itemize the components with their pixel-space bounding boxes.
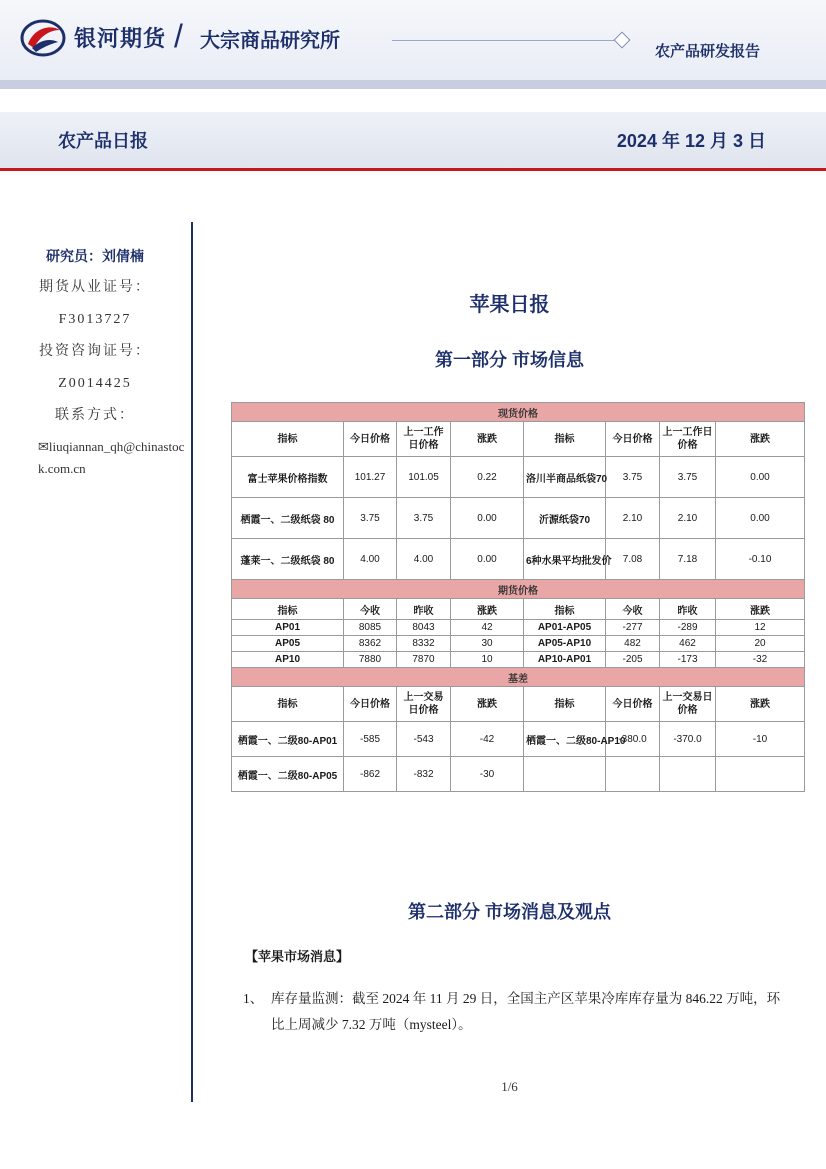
contact-label: 联系方式： [55,408,135,423]
table-row [232,457,805,498]
basis-cell: -42 [451,722,524,757]
spot-cell: 3.75 [397,498,451,539]
futures-header-cell: 昨收 [660,599,716,620]
futures-cell: -173 [660,652,716,668]
futures-cell: -32 [716,652,805,668]
spot-cell: 蓬莱一、二级纸袋 80 [232,539,344,580]
report-type: 农产品研发报告 [654,43,760,60]
spot-cell: 3.75 [606,457,660,498]
futures-cell: AP01-AP05 [524,620,606,636]
futures-cell: 8362 [344,636,397,652]
spot-rows [232,457,805,580]
futures-cell: 7870 [397,652,451,668]
envelope-icon: ✉ [38,439,49,454]
futures-section-title: 期货价格 [232,580,805,599]
report-date: 2024 年 12 月 3 日 [616,131,766,151]
basis-cell: -10 [716,722,805,757]
spot-cell: 4.00 [344,539,397,580]
galaxy-logo-icon [20,18,66,58]
futures-cell: AP05 [232,636,344,652]
news-item-text: 库存量监测：截至 2024 年 11 月 29 日，全国主产区苹果冷库库存量为 846.22 万吨，环比上周减少 7.32 万吨（mysteel）。 [271,991,781,1032]
futures-cell: 8085 [344,620,397,636]
basis-header-cell: 上一交易日价格 [660,687,716,722]
spot-cell: 洛川半商品纸袋70 [524,457,606,498]
futures-cell: -289 [660,620,716,636]
spot-cell: 0.00 [716,457,805,498]
spot-cell: 7.08 [606,539,660,580]
basis-cell [524,757,606,792]
basis-cell: -862 [344,757,397,792]
spot-section-title: 现货价格 [232,403,805,422]
spot-header-cell: 指标 [232,422,344,457]
table-row [232,757,805,792]
futures-cell: AP10-AP01 [524,652,606,668]
futures-cell: 42 [451,620,524,636]
spot-header-cell: 今日价格 [606,422,660,457]
basis-cell: -832 [397,757,451,792]
spot-header-cell: 指标 [524,422,606,457]
basis-header-cell: 指标 [232,687,344,722]
spot-header-cell: 上一工作日价格 [397,422,451,457]
basis-header-cell: 涨跌 [451,687,524,722]
table-row [232,498,805,539]
futures-cell: 7880 [344,652,397,668]
spot-cell: 101.27 [344,457,397,498]
spot-section [232,403,805,457]
spot-header-cell: 涨跌 [716,422,805,457]
market-info-table [231,402,805,792]
license-label: 期货从业证号： [39,280,151,295]
table-row [232,620,805,636]
part2-heading: 第二部分 市场消息及观点 [408,902,611,922]
news-label: 【苹果市场消息】 [245,949,350,964]
spot-cell: 3.75 [344,498,397,539]
futures-cell: 8043 [397,620,451,636]
spot-cell: 2.10 [606,498,660,539]
futures-header-cell: 今收 [606,599,660,620]
futures-cell: AP10 [232,652,344,668]
spot-cell: 101.05 [397,457,451,498]
futures-header-cell: 涨跌 [716,599,805,620]
spot-header-cell: 今日价格 [344,422,397,457]
futures-cell: 482 [606,636,660,652]
basis-header-row [232,687,805,722]
futures-section [232,580,805,620]
spot-cell: 7.18 [660,539,716,580]
basis-cell: -370.0 [660,722,716,757]
part1-heading: 第一部分 市场信息 [434,350,584,370]
futures-cell: -277 [606,620,660,636]
futures-header-cell: 指标 [232,599,344,620]
table-row [232,636,805,652]
spot-cell: 富士苹果价格指数 [232,457,344,498]
email-text[interactable]: liuqiannan_qh@chinastock.com.cn [38,439,185,476]
futures-rows [232,620,805,668]
brand-name: 银河期货 [74,26,167,51]
futures-cell: 10 [451,652,524,668]
license-number: F3013727 [58,312,132,327]
futures-header-cell: 今收 [344,599,397,620]
spot-cell: -0.10 [716,539,805,580]
futures-cell: 12 [716,620,805,636]
basis-cell: 栖霞一、二级80-AP05 [232,757,344,792]
spot-cell: 栖霞一、二级纸袋 80 [232,498,344,539]
consult-number: Z0014425 [58,376,132,391]
spot-cell: 0.00 [451,539,524,580]
spot-cell: 沂源纸袋70 [524,498,606,539]
basis-cell [606,757,660,792]
futures-cell: 8332 [397,636,451,652]
subheader-red-line [0,168,826,171]
institute-name: 大宗商品研究所 [200,30,340,52]
futures-cell: 30 [451,636,524,652]
spot-cell: 0.22 [451,457,524,498]
consult-label: 投资咨询证号： [39,344,151,359]
basis-header-cell: 指标 [524,687,606,722]
news-item [243,986,783,1038]
basis-header-cell: 今日价格 [344,687,397,722]
spot-header-cell: 上一工作日价格 [660,422,716,457]
basis-cell [716,757,805,792]
brand-separator: / [174,18,183,54]
futures-header-cell: 涨跌 [451,599,524,620]
futures-cell: AP01 [232,620,344,636]
basis-cell: 栖霞一、二级80-AP01 [232,722,344,757]
news-item-number: 1、 [243,991,264,1006]
futures-cell: -205 [606,652,660,668]
spot-cell: 2.10 [660,498,716,539]
futures-header-row [232,599,805,620]
header-stripe [0,80,826,89]
spot-cell: 0.00 [451,498,524,539]
daily-title: 农产品日报 [58,131,148,151]
basis-cell: -543 [397,722,451,757]
basis-cell: -30 [451,757,524,792]
basis-cell [660,757,716,792]
basis-section [232,668,805,722]
basis-cell: -585 [344,722,397,757]
researcher-name: 研究员：刘倩楠 [46,248,144,264]
futures-header-cell: 昨收 [397,599,451,620]
basis-header-cell: 涨跌 [716,687,805,722]
table-row [232,539,805,580]
spot-cell: 0.00 [716,498,805,539]
basis-header-cell: 今日价格 [606,687,660,722]
table-row [232,722,805,757]
page-number: 1/6 [501,1079,518,1094]
futures-cell: 462 [660,636,716,652]
report-title: 苹果日报 [469,294,550,316]
basis-section-title: 基差 [232,668,805,687]
spot-cell: 3.75 [660,457,716,498]
basis-cell: -380.0 [606,722,660,757]
researcher-sidebar [0,240,190,480]
futures-header-cell: 指标 [524,599,606,620]
basis-cell: 栖霞一、二级80-AP10 [524,722,606,757]
spot-header-cell: 涨跌 [451,422,524,457]
futures-cell: 20 [716,636,805,652]
spot-header-row [232,422,805,457]
contact-email[interactable] [0,432,186,480]
futures-cell: AP05-AP10 [524,636,606,652]
basis-rows [232,722,805,792]
spot-cell: 4.00 [397,539,451,580]
decorative-line [392,40,618,41]
spot-cell: 6种水果平均批发价 [524,539,606,580]
table-row [232,652,805,668]
basis-header-cell: 上一交易日价格 [397,687,451,722]
